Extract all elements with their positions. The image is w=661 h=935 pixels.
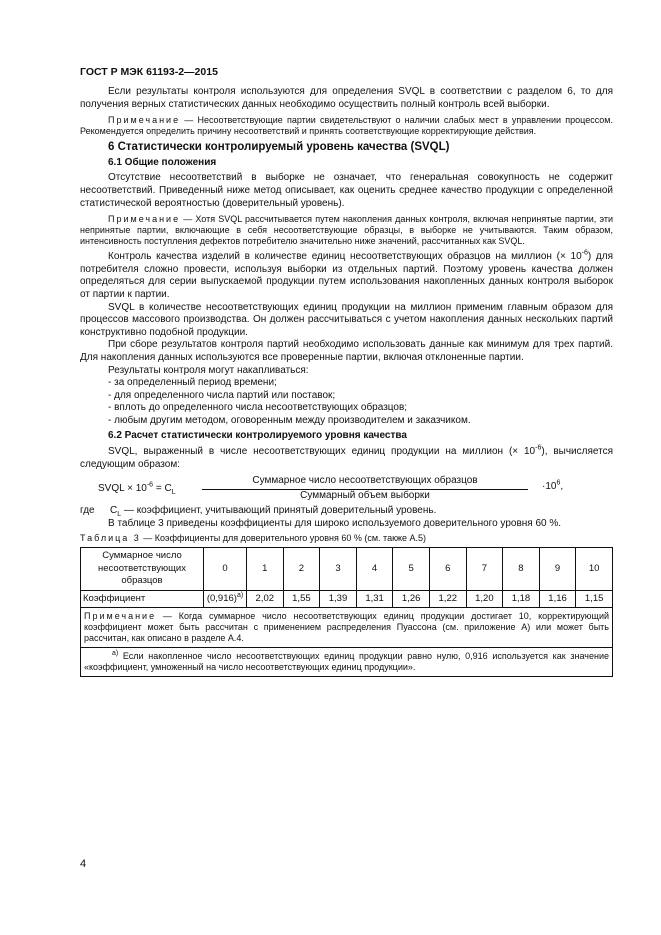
table-caption [80, 532, 613, 545]
table-note [81, 608, 613, 648]
accumulation-list [108, 377, 613, 427]
superscript: -6 [581, 249, 588, 257]
count-cell: 0 [204, 548, 247, 591]
formula-denominator: Суммарный объем выборки [300, 489, 430, 501]
coef-cell: 1,22 [429, 590, 466, 608]
note-text: — Хотя SVQL рассчитывается путем накопления данных контроля, включая непринятые партии, эти непринятые партии, включающие в себя несоответствующие образцы, в выборке не учитываются. Таким образом, интенсивность поступления дефектов потребителю значительно ниже значений, рассчитанных как SVQL. [80, 214, 613, 247]
paragraph [80, 446, 613, 471]
note-label: Примечание [108, 115, 181, 126]
table-row [81, 548, 613, 591]
formula-fraction [202, 475, 528, 502]
formula-sub: L [171, 489, 176, 497]
section-6-1-note [80, 214, 613, 247]
footnote-mark: а) [112, 650, 119, 658]
list-item: - любым другим методом, оговоренным между производителем и заказчиком. [108, 414, 471, 426]
count-cell: 5 [393, 548, 430, 591]
where-definition [110, 505, 436, 518]
formula-part: ·10 [542, 481, 557, 493]
note-text: — Когда суммарное число несоответствующих единиц продукции достигает 10, корректирующий коэффициент может быть рассчитан с применением распределения Пуассона (см. приложение А) или может быть рассчитан, как описано в разделе А.4. [84, 611, 609, 644]
formula-part: , [560, 481, 564, 493]
coef-cell: 1,39 [320, 590, 357, 608]
footnote-text: Если накопленное число несоответствующих единиц продукции равно нулю, 0,916 используется как значение «коэффициент, умноженный на число несоответствующих единиц продукции». [84, 651, 609, 673]
formula-sup: 6 [556, 479, 561, 487]
intro-note [80, 115, 613, 137]
list-item: - вплоть до определенного числа несоответствующих образцов; [108, 402, 408, 414]
note-label: Примечание [84, 611, 157, 622]
list-item: - за определенный период времени; [108, 377, 277, 389]
superscript: -6 [535, 444, 542, 452]
count-cell: 8 [503, 548, 540, 591]
intro-paragraph: Если результаты контроля используются для определения SVQL в соответствии с разделом 6, то для получения верных статистических данных необходимо осуществить полный контроль всей выборки. [80, 86, 613, 110]
note-text: — Несоответствующие партии свидетельствуют о наличии слабых мест в управлении процессом. Рекомендуется определить причину несоответствий и принять соответствующие корректирующие действия. [80, 115, 613, 137]
text-part: — коэффициент, учитывающий принятый доверительный уровень. [121, 505, 437, 517]
paragraph: При сборе результатов контроля партий необходимо использовать данные как минимум для трех партий. Для накопления данных используются все проверенные партии, включая отклоненные партии. [80, 339, 613, 363]
paragraph: Отсутствие несоответствий в выборке не означает, что генеральная совокупность не содержит несоответствий. Приведенный ниже метод описывает, как оценить среднее качество продукции с определенной статистической вероятностью (доверительный уровень). [80, 172, 613, 209]
formula-numerator: Суммарное число несоответствующих образцов [202, 475, 528, 490]
table-footnote [81, 648, 613, 677]
count-cell: 4 [356, 548, 393, 591]
count-cell: 9 [539, 548, 576, 591]
coef-cell: 1,15 [576, 590, 613, 608]
coef-cell [204, 590, 247, 608]
section-6-title: 6 Статистически контролируемый уровень качества (SVQL) [108, 141, 450, 154]
page-number: 4 [80, 858, 87, 870]
formula-part: = C [153, 483, 172, 495]
table-row [81, 648, 613, 677]
table-row [81, 590, 613, 608]
text-part: ) для потребителя сложно провести, используя выборки из отдельных партий. Поэтому уровень качества должен определяться для серии выпускаемой продукции путем использования накопленных данных контроля выборок от партии к партии. [80, 251, 613, 300]
text-part: ), вычисляется следующим образом: [80, 446, 613, 470]
formula-sup: -6 [146, 481, 154, 489]
where-clause [80, 505, 613, 518]
note-label: Примечание [108, 214, 181, 225]
caption-text: — Коэффициенты для доверительного уровня 60 % (см. также А.5) [140, 533, 427, 544]
footnote-ref: а) [236, 591, 244, 599]
coef-cell: 1,55 [283, 590, 320, 608]
coef-cell: 1,16 [539, 590, 576, 608]
count-cell: 6 [429, 548, 466, 591]
text-part: Контроль качества изделий в количестве единиц несоответствующих образцов на миллион (× 10 [108, 251, 582, 263]
table-row [81, 608, 613, 648]
section-6-1-title: 6.1 Общие положения [108, 156, 217, 168]
section-6-2-title: 6.2 Расчет статистически контролируемого уровня качества [108, 430, 407, 442]
coef-value: (0,916) [206, 592, 237, 604]
formula-part: SVQL × 10 [98, 483, 147, 495]
caption-label: Таблица 3 [80, 533, 141, 544]
paragraph: Результаты контроля могут накапливаться: [108, 364, 309, 376]
paragraph: SVQL в количестве несоответствующих единиц продукции на миллион применим главным образом для процессов массового производства. Он должен рассчитываться с учетом накопления данных нескольких партий конструктивно подобной продукции. [80, 301, 613, 338]
count-cell: 3 [320, 548, 357, 591]
paragraph [80, 251, 613, 301]
coef-cell: 1,18 [503, 590, 540, 608]
text-part: C [110, 505, 118, 517]
count-cell: 1 [247, 548, 284, 591]
count-cell: 2 [283, 548, 320, 591]
coef-cell: 2,02 [247, 590, 284, 608]
formula-left [98, 483, 176, 496]
paragraph: В таблице 3 приведены коэффициенты для широко используемого доверительного уровня 60 %. [108, 517, 562, 529]
text-part: SVQL, выраженный в числе несоответствующих единиц продукции на миллион (× 10 [108, 446, 536, 458]
row-header: Суммарное число несоответствующих образцов [81, 548, 204, 591]
coef-cell: 1,26 [393, 590, 430, 608]
subscript: L [117, 511, 122, 519]
formula-right [542, 481, 563, 494]
count-cell: 7 [466, 548, 503, 591]
page-content [80, 86, 613, 677]
coef-cell: 1,20 [466, 590, 503, 608]
list-item: - для определенного числа партий или поставок; [108, 389, 336, 401]
count-cell: 10 [576, 548, 613, 591]
row-header: Коэффициент [81, 590, 204, 608]
document-header: ГОСТ Р МЭК 61193-2—2015 [80, 66, 218, 78]
coef-cell: 1,31 [356, 590, 393, 608]
where-label: где [80, 505, 95, 517]
coefficients-table [80, 547, 613, 677]
svql-formula [80, 475, 613, 503]
